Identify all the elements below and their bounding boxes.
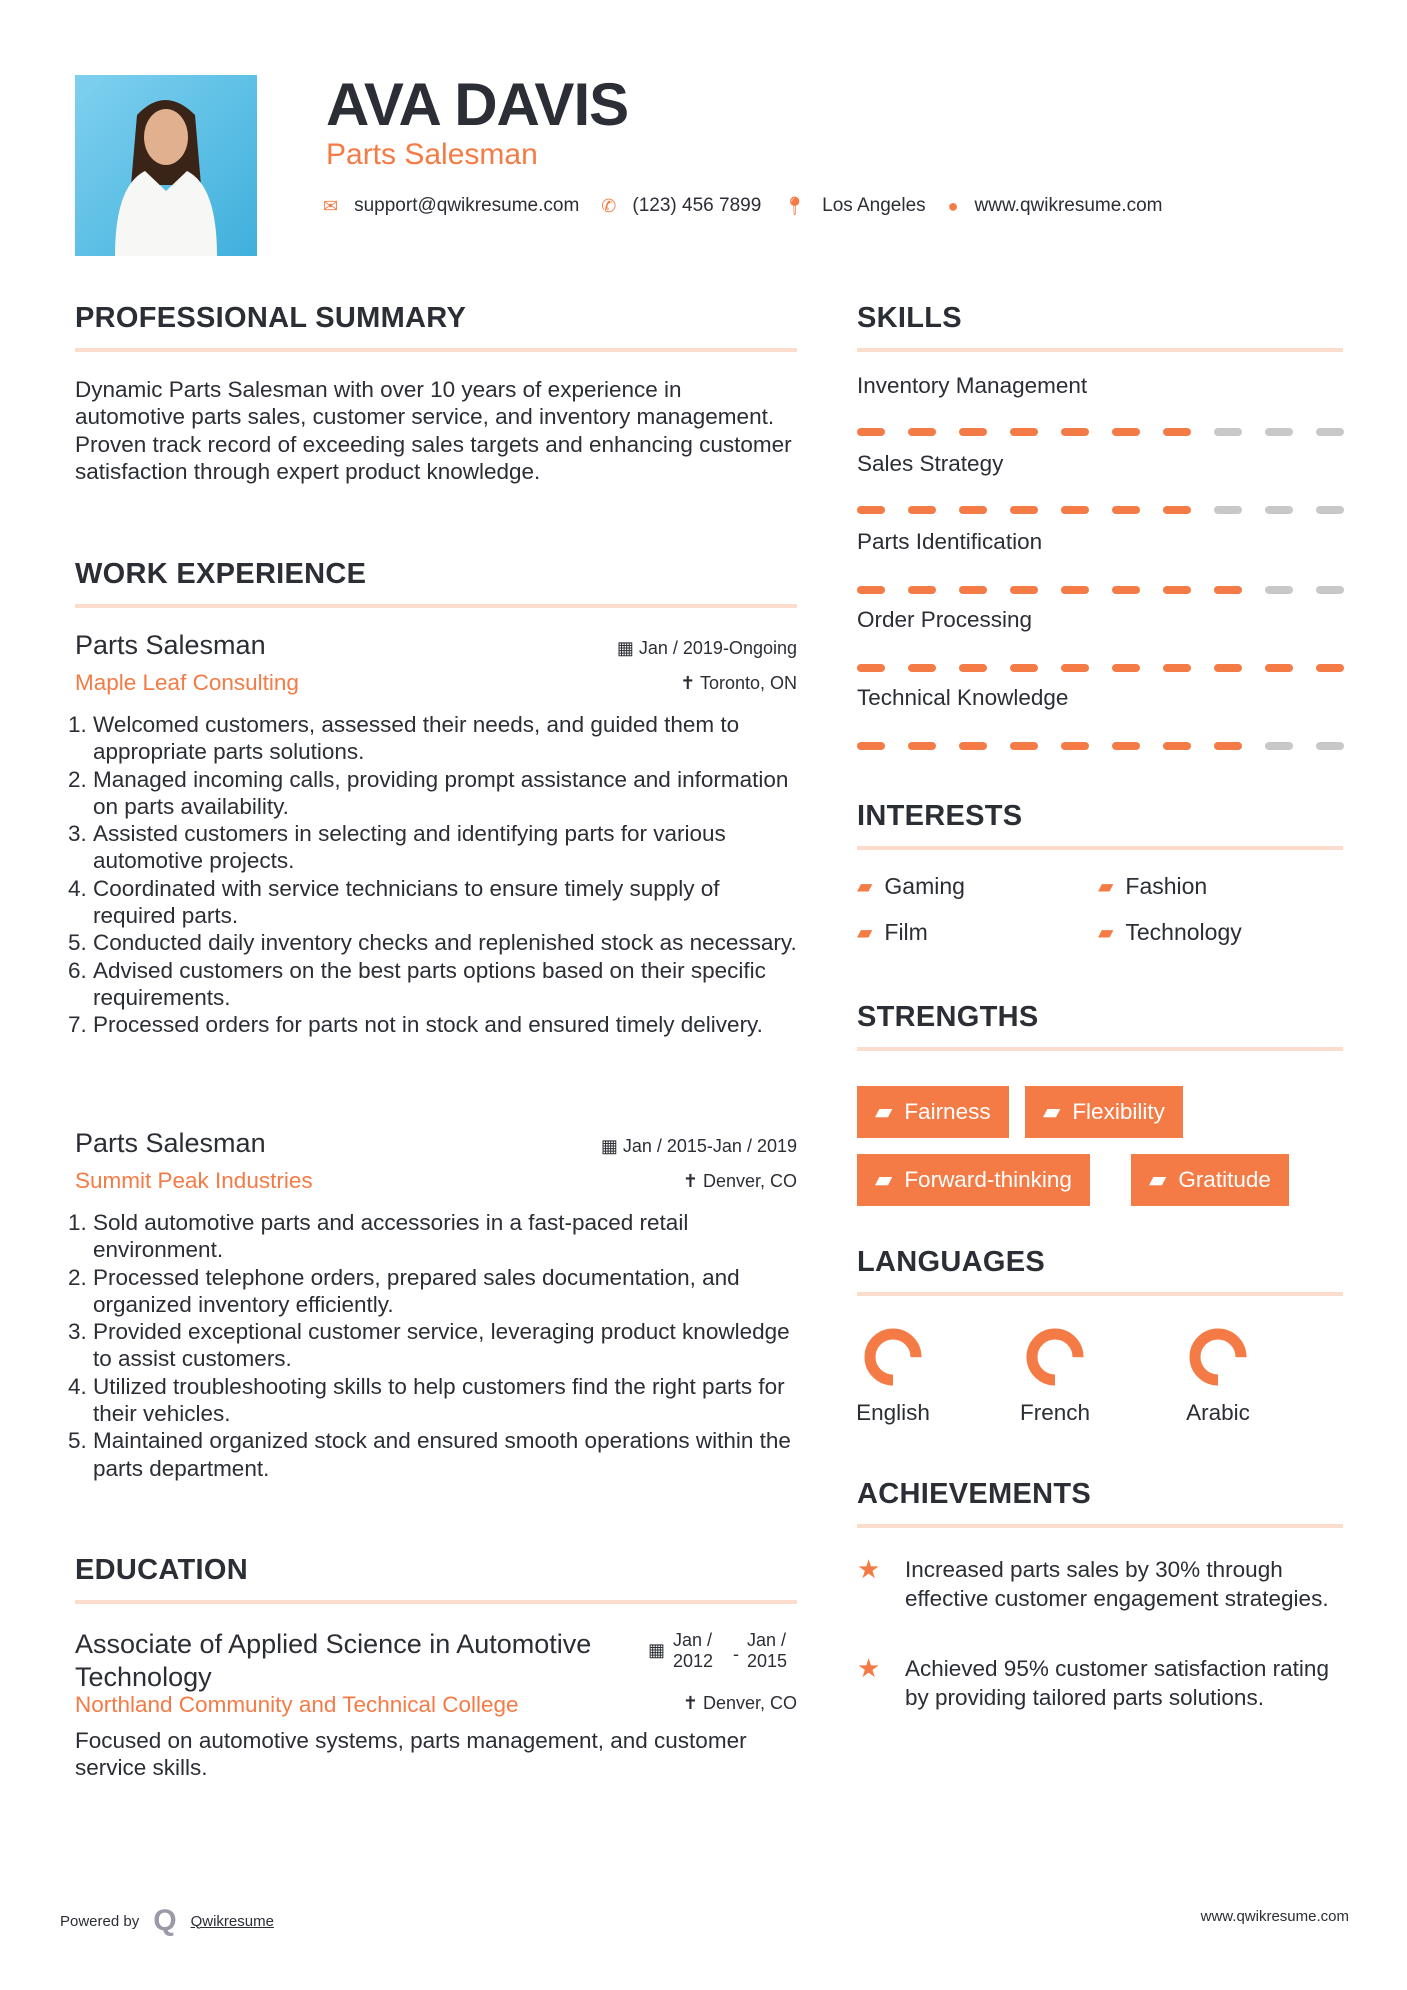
skill-label: Parts Identification xyxy=(857,529,1043,554)
school-name: Northland Community and Technical College xyxy=(75,1692,519,1717)
rating-dash-filled xyxy=(857,506,885,514)
divider xyxy=(75,604,797,608)
end-date: Jan / 2015 xyxy=(747,1630,788,1671)
phone-icon: ✆ xyxy=(601,195,617,216)
interests-heading: INTERESTS xyxy=(857,800,1023,832)
company-name: Maple Leaf Consulting xyxy=(75,670,299,695)
list-item: 4. Coordinated with service technicians to ensure timely supply of required parts. xyxy=(93,875,800,930)
pin-icon: ✝ xyxy=(680,673,700,693)
website[interactable]: www.qwikresume.com xyxy=(974,195,1163,216)
skill-rating-bar xyxy=(857,664,1344,672)
rating-dash-filled xyxy=(1010,586,1038,594)
job-bullets xyxy=(75,711,800,1039)
rating-dash-filled xyxy=(1214,586,1242,594)
list-item: 1. Sold automotive parts and accessories in a fast-paced retail environment. xyxy=(93,1209,800,1264)
language-label: English xyxy=(856,1400,930,1425)
list-item: 5. Maintained organized stock and ensured smooth operations within the parts department. xyxy=(93,1427,800,1482)
education-location xyxy=(683,1693,797,1714)
rating-dash-filled xyxy=(1214,664,1242,672)
education-heading: EDUCATION xyxy=(75,1554,248,1586)
rating-dash-filled xyxy=(1112,664,1140,672)
rating-dash-empty xyxy=(1316,428,1344,436)
rating-dash-empty xyxy=(1265,742,1293,750)
strength-label: Flexibility xyxy=(1072,1099,1165,1124)
contact-bar xyxy=(323,195,1184,217)
divider xyxy=(857,1047,1343,1051)
language-proficiency-arc xyxy=(858,1322,928,1392)
divider xyxy=(857,846,1343,850)
company-name: Summit Peak Industries xyxy=(75,1168,313,1193)
strength-tag xyxy=(1131,1154,1289,1206)
degree: Associate of Applied Science in Automotive Technology xyxy=(75,1629,592,1692)
rating-dash-filled xyxy=(1010,506,1038,514)
job-title: Parts Salesman xyxy=(75,630,266,660)
achievement-item xyxy=(857,1555,1337,1613)
calendar-icon: ▦ xyxy=(616,638,639,658)
summary-text: Dynamic Parts Salesman with over 10 years of experience in automotive parts sales, customer service, and inventory management. Proven track record of exceeding sales targets and enhancing customer satisfaction through expert product knowledge. xyxy=(75,377,792,484)
achievements-heading: ACHIEVEMENTS xyxy=(857,1478,1092,1510)
rating-dash-filled xyxy=(959,664,987,672)
education-dates xyxy=(648,1630,799,1672)
skill-label: Technical Knowledge xyxy=(857,685,1069,710)
rating-dash-filled xyxy=(1214,742,1242,750)
language-item xyxy=(1158,1322,1278,1426)
book-icon: ▰ xyxy=(1098,922,1114,944)
location-text: Toronto, ON xyxy=(699,673,797,693)
rating-dash-empty xyxy=(1214,428,1242,436)
rating-dash-empty xyxy=(1265,586,1293,594)
list-item: 7. Processed orders for parts not in stock and ensured timely delivery. xyxy=(93,1011,800,1038)
rating-dash-empty xyxy=(1316,586,1344,594)
rating-dash-filled xyxy=(1010,664,1038,672)
calendar-icon: ▦ xyxy=(600,1136,623,1156)
email[interactable]: support@qwikresume.com xyxy=(354,195,580,216)
language-item xyxy=(833,1322,953,1426)
rating-dash-empty xyxy=(1316,506,1344,514)
location: Los Angeles xyxy=(822,195,926,216)
rating-dash-filled xyxy=(1112,428,1140,436)
strength-label: Gratitude xyxy=(1178,1167,1271,1192)
divider xyxy=(857,348,1343,352)
rating-dash-filled xyxy=(908,664,936,672)
strength-tag xyxy=(857,1086,1009,1138)
job-title: Parts Salesman xyxy=(75,1128,266,1158)
skill-rating-bar xyxy=(857,586,1344,594)
skill-label: Inventory Management xyxy=(857,373,1088,398)
start-date: Jan / 2012 xyxy=(673,1630,714,1671)
candidate-title: Parts Salesman xyxy=(326,138,538,171)
strength-tag xyxy=(1025,1086,1183,1138)
phone: (123) 456 7899 xyxy=(632,195,762,216)
rating-dash-filled xyxy=(1265,664,1293,672)
rating-dash-filled xyxy=(1316,664,1344,672)
list-item: 3. Provided exceptional customer service, leveraging product knowledge to assist customers. xyxy=(93,1318,800,1373)
star-icon: ★ xyxy=(857,1554,881,1584)
book-icon: ▰ xyxy=(1149,1167,1167,1192)
powered-by-label: Powered by xyxy=(60,1912,140,1930)
list-item: 4. Utilized troubleshooting skills to help customers find the right parts for their vehicles. xyxy=(93,1373,800,1428)
list-item: 3. Assisted customers in selecting and identifying parts for various automotive projects. xyxy=(93,820,800,875)
languages-heading: LANGUAGES xyxy=(857,1246,1045,1278)
skills-heading: SKILLS xyxy=(857,302,962,334)
book-icon: ▰ xyxy=(1098,876,1114,898)
achievement-item xyxy=(857,1654,1337,1712)
job-location xyxy=(680,673,797,694)
interest-label: Technology xyxy=(1125,919,1242,945)
achievement-text: Achieved 95% customer satisfaction rating by providing tailored parts solutions. xyxy=(905,1656,1329,1710)
rating-dash-empty xyxy=(1214,506,1242,514)
rating-dash-filled xyxy=(857,664,885,672)
strengths-heading: STRENGTHS xyxy=(857,1001,1039,1033)
dates-text: Jan / 2015-Jan / 2019 xyxy=(622,1136,797,1156)
job-bullets xyxy=(75,1209,800,1482)
book-icon: ▰ xyxy=(1043,1099,1061,1124)
list-item: 6. Advised customers on the best parts options based on their specific requirements. xyxy=(93,957,800,1012)
rating-dash-filled xyxy=(1061,428,1089,436)
divider xyxy=(857,1524,1343,1528)
list-item: 5. Conducted daily inventory checks and replenished stock as necessary. xyxy=(93,929,800,956)
rating-dash-filled xyxy=(1112,506,1140,514)
achievement-text: Increased parts sales by 30% through effective customer engagement strategies. xyxy=(905,1557,1329,1611)
rating-dash-empty xyxy=(1265,506,1293,514)
rating-dash-filled xyxy=(1112,742,1140,750)
rating-dash-filled xyxy=(908,506,936,514)
footer-site[interactable]: www.qwikresume.com xyxy=(1200,1908,1349,1925)
rating-dash-filled xyxy=(959,506,987,514)
language-proficiency-arc xyxy=(1020,1322,1090,1392)
rating-dash-filled xyxy=(959,428,987,436)
pin-icon: ✝ xyxy=(682,1693,703,1713)
profile-photo xyxy=(75,75,257,256)
globe-icon: ● xyxy=(947,195,959,216)
rating-dash-filled xyxy=(857,742,885,750)
skill-label: Sales Strategy xyxy=(857,451,1004,476)
skill-rating-bar xyxy=(857,428,1344,436)
strength-tag xyxy=(857,1154,1090,1206)
language-item xyxy=(995,1322,1115,1426)
language-label: Arabic xyxy=(1186,1400,1250,1425)
book-icon: ▰ xyxy=(875,1099,893,1124)
rating-dash-filled xyxy=(1010,742,1038,750)
book-icon: ▰ xyxy=(857,922,873,944)
rating-dash-filled xyxy=(1010,428,1038,436)
star-icon: ★ xyxy=(857,1653,881,1683)
rating-dash-filled xyxy=(1061,506,1089,514)
rating-dash-empty xyxy=(1316,742,1344,750)
interest-item xyxy=(857,873,965,900)
rating-dash-filled xyxy=(1163,428,1191,436)
experience-heading: WORK EXPERIENCE xyxy=(75,558,367,590)
interest-item xyxy=(1098,873,1207,900)
summary-heading: PROFESSIONAL SUMMARY xyxy=(75,302,467,334)
rating-dash-empty xyxy=(1265,428,1293,436)
divider xyxy=(75,1600,797,1604)
rating-dash-filled xyxy=(1163,586,1191,594)
rating-dash-filled xyxy=(1112,586,1140,594)
location-pin-icon: 📍︎ xyxy=(783,195,807,216)
date-separator: - xyxy=(733,1644,740,1664)
list-item: 1. Welcomed customers, assessed their needs, and guided them to appropriate parts solutions. xyxy=(93,711,800,766)
book-icon: ▰ xyxy=(875,1167,893,1192)
divider xyxy=(857,1292,1343,1296)
rating-dash-filled xyxy=(857,586,885,594)
rating-dash-filled xyxy=(1163,664,1191,672)
language-proficiency-arc xyxy=(1183,1322,1253,1392)
interest-item xyxy=(1098,919,1242,946)
footer-branding xyxy=(60,1904,274,1938)
interest-label: Film xyxy=(884,919,928,945)
rating-dash-filled xyxy=(959,586,987,594)
skill-label: Order Processing xyxy=(857,607,1033,632)
pin-icon: ✝ xyxy=(682,1171,703,1191)
strength-label: Forward-thinking xyxy=(904,1167,1072,1192)
rating-dash-filled xyxy=(1061,586,1089,594)
list-item: 2. Processed telephone orders, prepared sales documentation, and organized inventory efficiently. xyxy=(93,1264,800,1319)
strength-label: Fairness xyxy=(904,1099,991,1124)
rating-dash-filled xyxy=(1061,742,1089,750)
education-description: Focused on automotive systems, parts management, and customer service skills. xyxy=(75,1728,747,1781)
interest-label: Fashion xyxy=(1125,873,1208,899)
rating-dash-filled xyxy=(908,742,936,750)
job-location xyxy=(683,1171,797,1192)
rating-dash-filled xyxy=(908,428,936,436)
skill-rating-bar xyxy=(857,742,1344,750)
skill-rating-bar xyxy=(857,506,1344,514)
brand-link[interactable]: Qwikresume xyxy=(190,1912,274,1930)
calendar-icon: ▦ xyxy=(648,1640,666,1660)
interest-item xyxy=(857,919,928,946)
candidate-name: AVA DAVIS xyxy=(326,71,629,138)
email-icon: ✉ xyxy=(323,195,339,216)
rating-dash-filled xyxy=(959,742,987,750)
language-label: French xyxy=(1019,1400,1091,1425)
location-text: Denver, CO xyxy=(702,1693,797,1713)
qwikresume-logo-icon: Q xyxy=(153,1904,177,1937)
rating-dash-filled xyxy=(857,428,885,436)
rating-dash-filled xyxy=(1163,742,1191,750)
dates-text: Jan / 2019-Ongoing xyxy=(638,638,797,658)
rating-dash-filled xyxy=(1061,664,1089,672)
rating-dash-filled xyxy=(908,586,936,594)
job-dates xyxy=(601,1136,797,1157)
list-item: 2. Managed incoming calls, providing prompt assistance and information on parts availability. xyxy=(93,766,800,821)
divider xyxy=(75,348,797,352)
location-text: Denver, CO xyxy=(702,1171,797,1191)
book-icon: ▰ xyxy=(857,876,873,898)
interest-label: Gaming xyxy=(884,873,965,899)
job-dates xyxy=(617,638,797,659)
rating-dash-filled xyxy=(1163,506,1191,514)
